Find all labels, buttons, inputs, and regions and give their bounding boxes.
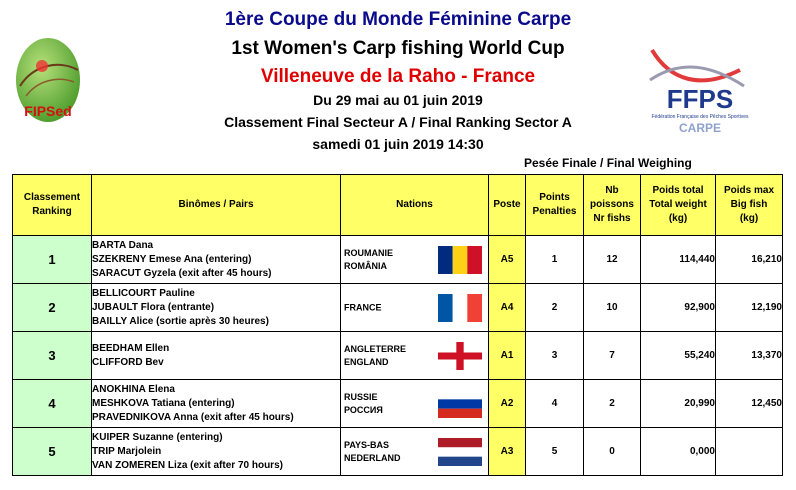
nation-name: ROUMANIE <box>344 247 393 258</box>
rank-cell: 1 <box>13 236 92 284</box>
pair-member: KUIPER Suzanne (entering) <box>92 431 223 443</box>
max-weight-cell: 12,450 <box>716 380 783 428</box>
header-fish-count: Nb poissons Nr fishs <box>584 175 641 236</box>
fish-count-cell: 7 <box>584 332 641 380</box>
svg-text:FFPS: FFPS <box>666 84 734 114</box>
table-header-row <box>13 175 783 236</box>
nation-name-local: РОССИЯ <box>344 404 383 415</box>
pair-member: SZEKRENY Emese Ana (entering) <box>92 253 252 265</box>
pair-member: ANOKHINA Elena <box>92 383 175 395</box>
title-french: 1ère Coupe du Monde Féminine Carpe <box>224 9 572 30</box>
rank-cell: 3 <box>13 332 92 380</box>
pair-member: VAN ZOMEREN Liza (exit after 70 hours) <box>92 459 283 471</box>
pair-member: JUBAULT Flora (entrante) <box>92 301 215 313</box>
header-poste: Poste <box>489 175 526 236</box>
fish-count-cell: 2 <box>584 380 641 428</box>
pairs-cell <box>92 236 341 284</box>
nation-name-local: ENGLAND <box>344 356 389 367</box>
points-cell: 5 <box>526 428 584 476</box>
pairs-cell <box>92 332 341 380</box>
pair-member: SARACUT Gyzela (exit after 45 hours) <box>92 267 272 279</box>
nation-name: RUSSIE <box>344 391 378 402</box>
total-weight-cell: 55,240 <box>641 332 716 380</box>
svg-text:Fédération Française des Pêche: Fédération Française des Pêches Sportives <box>651 114 749 120</box>
points-cell: 4 <box>526 380 584 428</box>
pair-member: BEEDHAM Ellen <box>92 342 170 354</box>
nation-cell <box>341 284 489 332</box>
ranking-table <box>12 174 783 476</box>
pair-member: BAILLY Alice (sortie après 30 heures) <box>92 315 269 327</box>
rank-cell: 4 <box>13 380 92 428</box>
points-cell: 1 <box>526 236 584 284</box>
france-flag-icon <box>438 294 482 322</box>
total-weight-cell: 92,900 <box>641 284 716 332</box>
total-weight-cell: 114,440 <box>641 236 716 284</box>
event-dates: Du 29 mai au 01 juin 2019 <box>313 92 483 108</box>
poste-cell: A5 <box>489 236 526 284</box>
nation-cell <box>341 380 489 428</box>
nation-cell <box>341 428 489 476</box>
pair-member: BARTA Dana <box>92 239 154 251</box>
header-max-weight: Poids max Big fish (kg) <box>716 175 783 236</box>
points-cell: 3 <box>526 332 584 380</box>
russia-flag-icon <box>438 390 482 418</box>
rank-cell: 2 <box>13 284 92 332</box>
table-row <box>13 380 783 428</box>
header-total-weight: Poids total Total weight (kg) <box>641 175 716 236</box>
max-weight-cell: 12,190 <box>716 284 783 332</box>
nation-name: ANGLETERRE <box>344 343 407 354</box>
svg-text:FIPSed: FIPSed <box>24 103 72 119</box>
header-nations: Nations <box>341 175 489 236</box>
nation-cell <box>341 236 489 284</box>
nation-name: PAYS-BAS <box>344 439 390 450</box>
pairs-cell <box>92 380 341 428</box>
pairs-cell <box>92 284 341 332</box>
nation-cell <box>341 332 489 380</box>
table-row <box>13 284 783 332</box>
pair-member: MESHKOVA Tatiana (entering) <box>92 397 235 409</box>
header-points: Points Penalties <box>526 175 584 236</box>
poste-cell: A3 <box>489 428 526 476</box>
total-weight-cell: 20,990 <box>641 380 716 428</box>
poste-cell: A1 <box>489 332 526 380</box>
ranking-datetime: samedi 01 juin 2019 14:30 <box>312 136 484 152</box>
pair-member: TRIP Marjolein <box>92 445 162 457</box>
table-row <box>13 332 783 380</box>
fish-count-cell: 0 <box>584 428 641 476</box>
points-cell: 2 <box>526 284 584 332</box>
ranking-title: Classement Final Secteur A / Final Ranking Sector A <box>224 114 572 130</box>
pairs-cell <box>92 428 341 476</box>
nation-name-local: ROMÂNIA <box>344 260 387 271</box>
location: Villeneuve de la Raho - France <box>260 66 536 87</box>
romania-flag-icon <box>438 246 482 274</box>
nation-name: FRANCE <box>344 302 382 312</box>
rank-cell: 5 <box>13 428 92 476</box>
title-english: 1st Women's Carp fishing World Cup <box>231 38 565 59</box>
poste-cell: A2 <box>489 380 526 428</box>
max-weight-cell <box>716 428 783 476</box>
pair-member: CLIFFORD Bev <box>92 356 164 368</box>
total-weight-cell: 0,000 <box>641 428 716 476</box>
max-weight-cell: 13,370 <box>716 332 783 380</box>
fish-count-cell: 10 <box>584 284 641 332</box>
table-row <box>13 236 783 284</box>
header-pairs: Binômes / Pairs <box>92 175 341 236</box>
svg-text:CARPE: CARPE <box>678 121 722 135</box>
table-row <box>13 428 783 476</box>
pair-member: BELLICOURT Pauline <box>92 287 195 299</box>
netherlands-flag-icon <box>438 438 482 466</box>
header-rank: Classement Ranking <box>13 175 92 236</box>
fish-count-cell: 12 <box>584 236 641 284</box>
nation-name-local: NEDERLAND <box>344 452 401 463</box>
weighing-label: Pesée Finale / Final Weighing <box>524 156 692 170</box>
poste-cell: A4 <box>489 284 526 332</box>
pair-member: PRAVEDNIKOVA Anna (exit after 45 hours) <box>92 411 294 423</box>
max-weight-cell: 16,210 <box>716 236 783 284</box>
england-flag-icon <box>438 342 482 370</box>
